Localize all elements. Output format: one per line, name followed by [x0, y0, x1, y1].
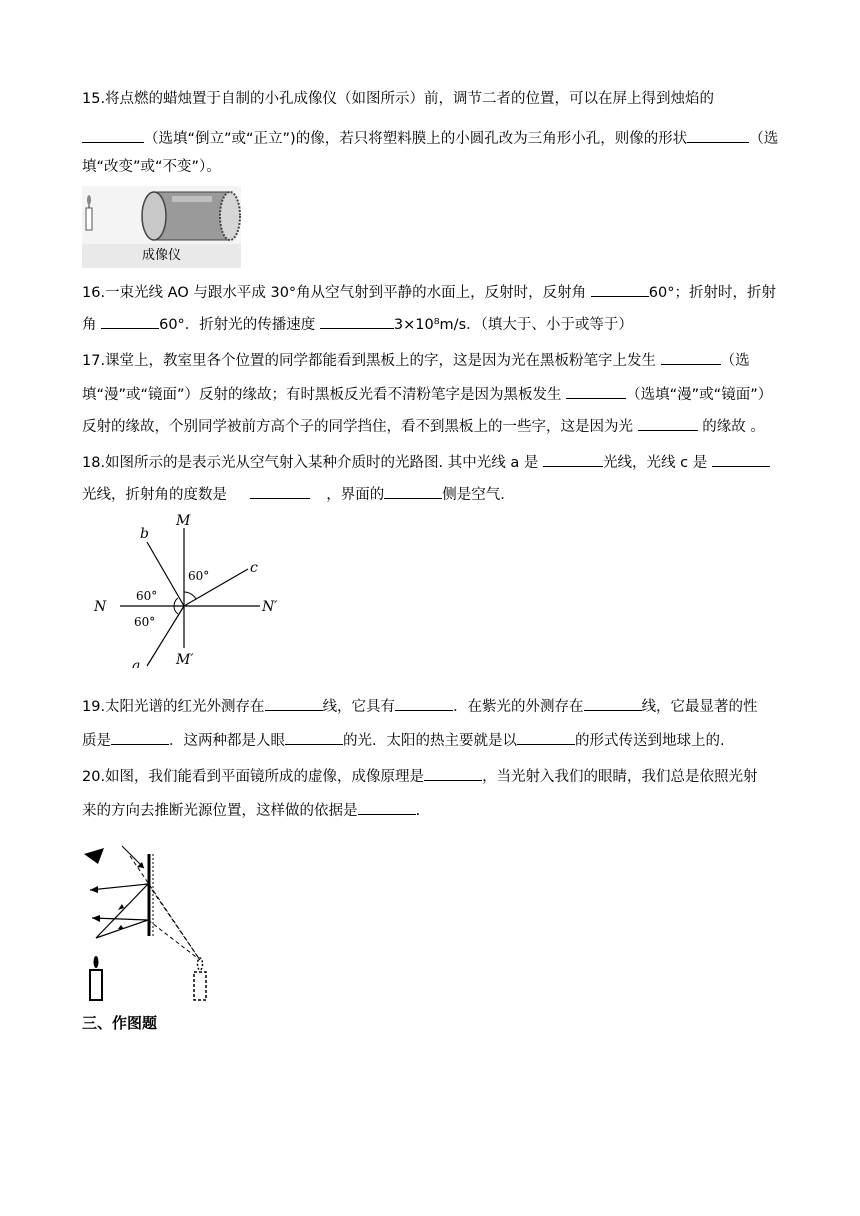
question-16-line-1: 16.一束光线 AO 与跟水平成 30°角从空气射到平静的水面上，反射时，反射角 60°；折射时，折射 [82, 276, 782, 310]
angle-label-incidence: 60° [134, 615, 156, 629]
answer-blank [82, 126, 144, 143]
answer-blank [384, 482, 442, 499]
answer-blank [395, 694, 453, 711]
question-15-line-3: 填“改变”或“不变”）。 [82, 159, 221, 175]
label-a: a [132, 658, 141, 668]
section-heading: 三、作图题 [82, 1014, 158, 1032]
label-n: N [94, 599, 107, 615]
question-15-line-1: 15.将点燃的蜡烛置于自制的小孔成像仪（如图所示）前，调节二者的位置，可以在屏上得到烛焰的 [82, 91, 715, 107]
eye-icon [84, 848, 104, 864]
answer-blank [638, 414, 698, 431]
answer-blank [543, 450, 603, 467]
label-n-prime: N′ [262, 599, 278, 615]
candle-flame-icon [94, 956, 99, 968]
question-16-line-2: 角 60°．折射光的传播速度 3×10⁸m/s．（填大于、小于或等于） [82, 308, 782, 342]
answer-blank [250, 482, 310, 499]
answer-blank [101, 312, 159, 329]
question-18-line-1: 18.如图所示的是表示光从空气射入某种介质时的光路图. 其中光线 a 是 光线，光线 c 是 [82, 446, 782, 480]
angle-label-reflection: 60° [136, 589, 158, 603]
answer-blank [566, 382, 626, 399]
answer-blank [661, 348, 721, 365]
answer-blank [265, 694, 323, 711]
question-20-line-1: 20.如图，我们能看到平面镜所成的虚像，成像原理是 ，当光射入我们的眼睛，我们总是依照光射 [82, 760, 782, 794]
angle-label-refraction: 60° [188, 569, 210, 583]
label-m: M [176, 513, 191, 529]
candle-icon [90, 970, 102, 1000]
plane-mirror-diagram [82, 840, 232, 1005]
label-m-prime: M′ [176, 652, 194, 668]
pinhole-camera-figure [82, 186, 241, 268]
question-20-line-2: 来的方向去推断光源位置，这样做的依据是 . [82, 794, 782, 828]
candle-flame-icon [87, 195, 91, 205]
answer-blank [424, 764, 482, 781]
pinhole-camera-drawing [82, 186, 241, 246]
question-17-line-2: 填“漫”或“镜面”）反射的缘故；有时黑板反光看不清粉笔字是因为黑板发生 （选填“漫”或“镜面”） [82, 378, 782, 412]
answer-blank [517, 728, 575, 745]
answer-blank [285, 728, 343, 745]
answer-blank [320, 312, 394, 329]
question-19-line-1: 19.太阳光谱的红光外测存在 线，它具有 ．在紫光的外测存在 线，它最显著的性 [82, 690, 782, 724]
question-15-line-2: （选填“倒立”或“正立”)的像，若只将塑料膜上的小圆孔改为三角形小孔，则像的形状 （选 [82, 122, 782, 156]
light-path-diagram [90, 508, 310, 668]
figure-caption: 成像仪 [82, 244, 241, 268]
virtual-candle-icon [194, 972, 206, 1000]
label-c: c [250, 560, 258, 576]
question-17-line-1: 17.课堂上，教室里各个位置的同学都能看到黑板上的字，这是因为光在黑板粉笔字上发生 （选 [82, 344, 782, 378]
answer-blank [584, 694, 642, 711]
question-19-line-2: 质是 ．这两种都是人眼 的光．太阳的热主要就是以 的形式传送到地球上的. [82, 724, 782, 758]
label-b: b [140, 526, 149, 542]
candle-icon [86, 208, 92, 230]
answer-blank [111, 728, 169, 745]
answer-blank [687, 126, 749, 143]
question-17-line-3: 反射的缘故，个别同学被前方高个子的同学挡住，看不到黑板上的一些字，这是因为光 的缘故 。 [82, 410, 782, 444]
question-18-line-2: 光线，折射角的度数是 ，界面的 侧是空气. [82, 478, 782, 512]
answer-blank [712, 450, 770, 467]
answer-blank [591, 280, 649, 297]
answer-blank [358, 798, 416, 815]
